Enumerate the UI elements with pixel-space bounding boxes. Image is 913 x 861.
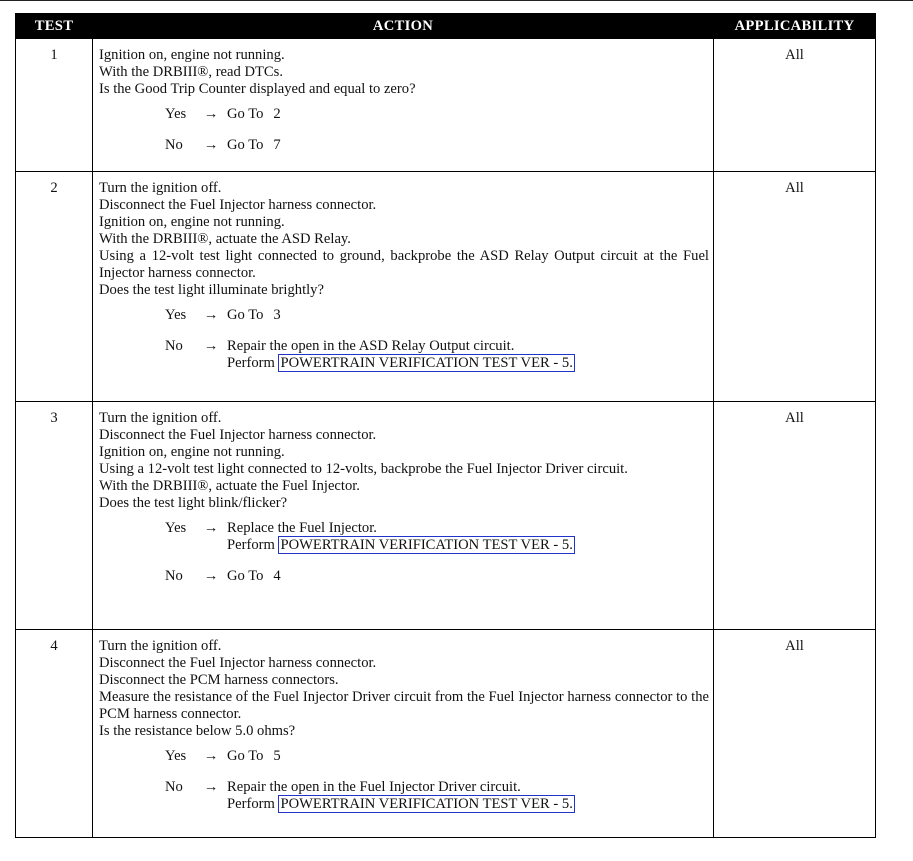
action-line: Disconnect the PCM harness connectors. (99, 672, 339, 688)
top-rule (0, 0, 913, 1)
header-row (16, 14, 876, 39)
header-test: TEST (16, 14, 93, 39)
action-line: Using a 12-volt test light connected to ground, backprobe the ASD Relay Output circuit at the Fuel Injector harness connector. (99, 248, 709, 281)
test-applicability: All (714, 402, 876, 630)
verification-test-link[interactable]: POWERTRAIN VERIFICATION TEST VER - 5. (280, 355, 573, 371)
answer-no (165, 338, 709, 372)
arrow-icon: → (203, 307, 219, 323)
answer-text: Go To (227, 568, 264, 584)
answer-label: No (165, 338, 183, 354)
test-row-3 (16, 402, 876, 630)
diagnostic-test-table (15, 13, 876, 838)
action-line: Is the resistance below 5.0 ohms? (99, 723, 296, 739)
test-applicability: All (714, 172, 876, 402)
goto-test-link[interactable]: 4 (273, 568, 281, 584)
answer-list (99, 106, 709, 154)
answer-text: Go To (227, 137, 264, 153)
test-row-4 (16, 630, 876, 838)
header-action: ACTION (93, 14, 714, 39)
answer-text: Go To (227, 307, 264, 323)
action-line: Ignition on, engine not running. (99, 214, 285, 230)
goto-test-link[interactable]: 3 (273, 307, 281, 323)
answer-text: Replace the Fuel Injector. (227, 520, 377, 536)
answer-text: Go To (227, 748, 264, 764)
action-line: Disconnect the Fuel Injector harness connector. (99, 197, 377, 213)
test-row-2 (16, 172, 876, 402)
test-action (93, 39, 714, 172)
verification-test-link[interactable]: POWERTRAIN VERIFICATION TEST VER - 5. (280, 537, 573, 553)
answer-label: Yes (165, 748, 187, 764)
answer-yes (165, 106, 709, 123)
verification-test-link[interactable]: POWERTRAIN VERIFICATION TEST VER - 5. (280, 796, 573, 812)
test-action (93, 402, 714, 630)
answer-yes (165, 520, 709, 554)
answer-no (165, 568, 709, 585)
test-number: 2 (16, 172, 93, 402)
perform-text: Perform (227, 796, 275, 812)
test-number: 4 (16, 630, 93, 838)
answer-yes (165, 307, 709, 324)
answer-label: Yes (165, 106, 187, 122)
action-line: Ignition on, engine not running. (99, 47, 285, 63)
action-line: Turn the ignition off. (99, 180, 222, 196)
answer-yes (165, 748, 709, 765)
arrow-icon: → (203, 106, 219, 122)
action-line: Ignition on, engine not running. (99, 444, 285, 460)
action-line: Measure the resistance of the Fuel Injector Driver circuit from the Fuel Injector harness connector to the PCM harness connector. (99, 689, 709, 722)
test-action (93, 630, 714, 838)
action-line: Turn the ignition off. (99, 638, 222, 654)
answer-text: Repair the open in the Fuel Injector Driver circuit. (227, 779, 521, 795)
test-applicability: All (714, 630, 876, 838)
goto-test-link[interactable]: 5 (273, 748, 281, 764)
arrow-icon: → (203, 748, 219, 764)
answer-label: Yes (165, 520, 187, 536)
answer-no (165, 137, 709, 154)
test-number: 1 (16, 39, 93, 172)
goto-test-link[interactable]: 7 (273, 137, 281, 153)
perform-text: Perform (227, 355, 275, 371)
answer-label: No (165, 779, 183, 795)
action-line: Disconnect the Fuel Injector harness connector. (99, 427, 377, 443)
action-line: Does the test light illuminate brightly? (99, 282, 324, 298)
test-row-1 (16, 39, 876, 172)
answer-label: No (165, 568, 183, 584)
goto-test-link[interactable]: 2 (273, 106, 281, 122)
answer-no (165, 779, 709, 813)
arrow-icon: → (203, 137, 219, 153)
action-line: With the DRBIII®, read DTCs. (99, 64, 283, 80)
answer-label: No (165, 137, 183, 153)
answer-text: Go To (227, 106, 264, 122)
test-number: 3 (16, 402, 93, 630)
perform-text: Perform (227, 537, 275, 553)
action-line: With the DRBIII®, actuate the ASD Relay. (99, 231, 351, 247)
test-action (93, 172, 714, 402)
action-line: With the DRBIII®, actuate the Fuel Injector. (99, 478, 360, 494)
action-line: Does the test light blink/flicker? (99, 495, 288, 511)
answer-list (99, 520, 709, 585)
answer-list (99, 307, 709, 372)
header-applicability: APPLICABILITY (714, 14, 876, 39)
test-applicability: All (714, 39, 876, 172)
action-line: Is the Good Trip Counter displayed and equal to zero? (99, 81, 416, 97)
arrow-icon: → (203, 338, 219, 354)
action-line: Turn the ignition off. (99, 410, 222, 426)
answer-list (99, 748, 709, 813)
arrow-icon: → (203, 568, 219, 584)
action-line: Disconnect the Fuel Injector harness connector. (99, 655, 377, 671)
answer-label: Yes (165, 307, 187, 323)
arrow-icon: → (203, 520, 219, 536)
action-line: Using a 12-volt test light connected to 12-volts, backprobe the Fuel Injector Driver circuit. (99, 461, 628, 477)
arrow-icon: → (203, 779, 219, 795)
answer-text: Repair the open in the ASD Relay Output circuit. (227, 338, 515, 354)
